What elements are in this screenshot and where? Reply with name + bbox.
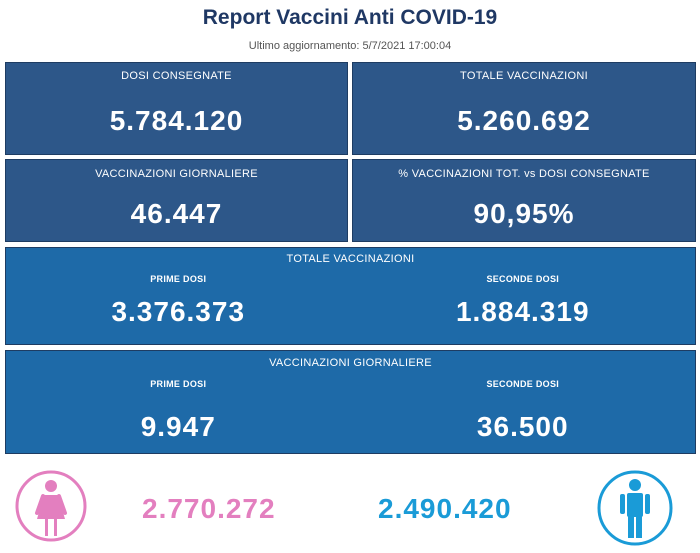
seconde-dosi-section: [351, 351, 696, 453]
prime-dosi-label: PRIME DOSI: [150, 379, 207, 389]
seconde-dosi-label: SECONDE DOSI: [486, 274, 560, 284]
panel-vaccinazioni-giornaliere: [5, 350, 696, 454]
female-icon: [13, 468, 89, 544]
panel-label: TOTALE VACCINAZIONI: [286, 253, 415, 265]
card-value: 5.784.120: [109, 105, 244, 136]
panel-totale-vaccinazioni: [5, 247, 696, 345]
card-totale-vaccinazioni: [352, 62, 696, 155]
seconde-dosi-value: 1.884.319: [455, 296, 590, 327]
card-value: 46.447: [130, 198, 223, 229]
seconde-dosi-section: [351, 248, 696, 344]
last-updated-text: Ultimo aggiornamento: 5/7/2021 17:00:04: [248, 40, 452, 52]
card-value: 5.260.692: [457, 105, 591, 136]
male-icon: [595, 468, 675, 548]
panel-label: VACCINAZIONI GIORNALIERE: [269, 357, 432, 369]
male-vaccinations-value: 2.490.420: [378, 493, 512, 524]
female-vaccinations-value: 2.770.272: [142, 493, 276, 524]
card-vaccinazioni-giornaliere: [5, 159, 348, 242]
prime-dosi-value: 9.947: [140, 411, 216, 442]
card-label: VACCINAZIONI GIORNALIERE: [95, 168, 258, 180]
card-label: % VACCINAZIONI TOT. vs DOSI CONSEGNATE: [398, 168, 650, 180]
prime-dosi-section: [6, 351, 351, 453]
page-title: Report Vaccini Anti COVID-19: [202, 6, 498, 29]
card-dosi-consegnate: [5, 62, 348, 155]
seconde-dosi-value: 36.500: [476, 411, 569, 442]
seconde-dosi-label: SECONDE DOSI: [486, 379, 560, 389]
card-percentuale: [352, 159, 696, 242]
prime-dosi-section: [6, 248, 351, 344]
card-value: 90,95%: [473, 198, 575, 229]
prime-dosi-label: PRIME DOSI: [150, 274, 207, 284]
card-label: TOTALE VACCINAZIONI: [460, 70, 588, 82]
prime-dosi-value: 3.376.373: [111, 296, 246, 327]
card-label: DOSI CONSEGNATE: [121, 70, 232, 82]
